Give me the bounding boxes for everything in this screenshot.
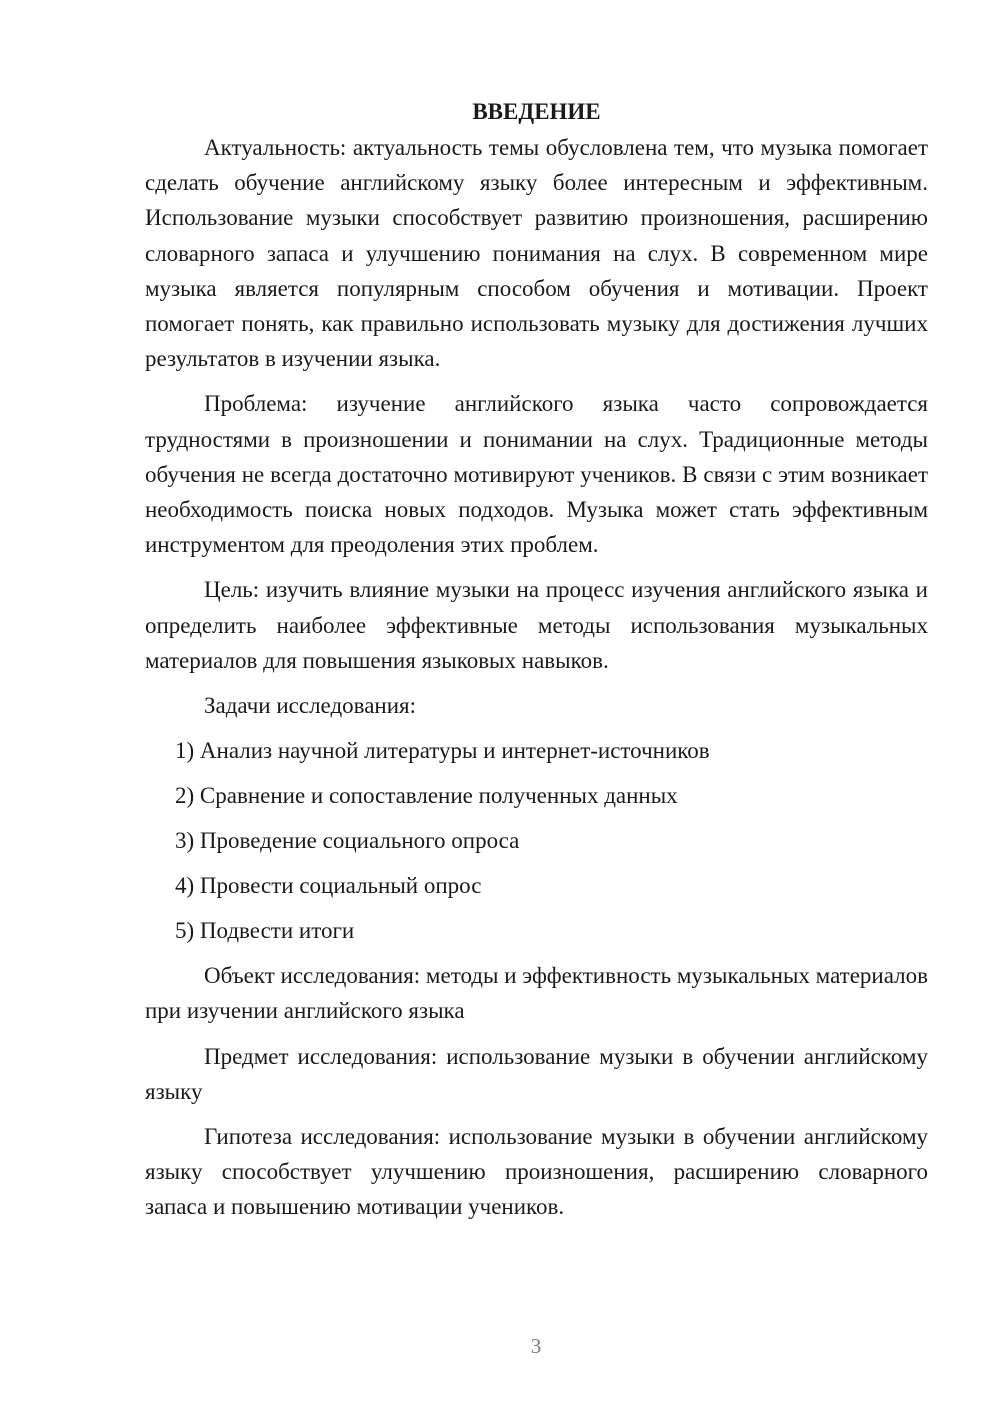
task-item: 2) Сравнение и сопоставление полученных данных	[175, 783, 678, 809]
task-item: 5) Подвести итоги	[175, 918, 355, 944]
page-number: 3	[530, 1334, 542, 1358]
subject-paragraph: Предмет исследования: использование музыки в обучении английскому языку	[145, 1043, 928, 1104]
hypothesis-paragraph: Гипотеза исследования: использование музыки в обучении английскому языку способствует улучшению произношения, расширению словарного запаса и повышению мотивации учеников.	[145, 1124, 928, 1220]
tasks-heading: Задачи исследования:	[204, 693, 417, 719]
goal-paragraph: Цель: изучить влияние музыки на процесс изучения английского языка и определить наиболее эффективные методы использования музыкальных материалов для повышения языковых навыков.	[145, 577, 928, 673]
task-item: 1) Анализ научной литературы и интернет-источников	[175, 738, 710, 764]
document-body	[145, 94, 928, 1225]
problem-paragraph: Проблема: изучение английского языка часто сопровождается трудностями в произношении и понимании на слух. Традиционные методы обучения не всегда достаточно мотивируют учеников. В связи с этим возникает необходимость поиска новых подходов. Музыка может стать эффективным инструментом для преодоления этих проблем.	[145, 391, 928, 558]
relevance-paragraph: Актуальность: актуальность темы обусловлена тем, что музыка помогает сделать обучение английскому языку более интересным и эффективным. Использование музыки способствует развитию произношения, расширению словарного запаса и улучшению понимания на слух. В современном мире музыка является популярным способом обучения и мотивации. Проект помогает понять, как правильно использовать музыку для достижения лучших результатов в изучении языка.	[145, 135, 928, 372]
tasks-list	[145, 733, 928, 948]
task-item: 4) Провести социальный опрос	[175, 873, 482, 899]
task-item: 3) Проведение социального опроса	[175, 828, 520, 854]
section-title: ВВЕДЕНИЕ	[472, 99, 601, 124]
object-paragraph: Объект исследования: методы и эффективность музыкальных материалов при изучении английского языка	[145, 963, 928, 1024]
